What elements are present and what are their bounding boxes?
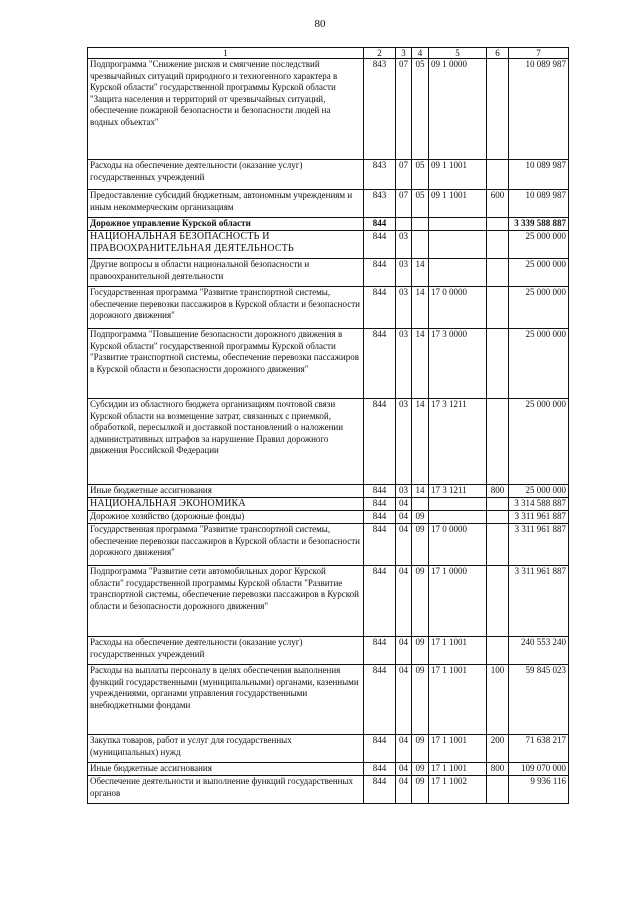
row-name-cell: Расходы на обеспечение деятельности (оказание услуг) государственных учреждений — [88, 637, 364, 665]
table-row — [88, 763, 569, 776]
table-row — [88, 160, 569, 190]
admin-code-cell: 844 — [364, 485, 396, 498]
table-row — [88, 637, 569, 665]
section-code-cell: 07 — [396, 190, 412, 218]
row-name-cell: Субсидии из областного бюджета организациям почтовой связи Курской области на возмещение затрат, связанных с приемкой, обработкой, пересылкой и доставкой постановлений о наложении административных штрафов за нарушение Правил дорожного движения Российской Федерации — [88, 399, 364, 485]
section-code-cell: 03 — [396, 259, 412, 287]
row-name-cell: Государственная программа "Развитие транспортной системы, обеспечение перевозки пассажиров в Курской области и безопасности дорожного движения" — [88, 287, 364, 329]
section-code-cell: 04 — [396, 665, 412, 735]
admin-code-cell: 844 — [364, 498, 396, 511]
admin-code-cell: 844 — [364, 735, 396, 763]
section-code-cell — [396, 218, 412, 231]
admin-code-cell: 844 — [364, 218, 396, 231]
row-name-cell: Подпрограмма "Развитие сети автомобильных дорог Курской области" государственной программы Курской области "Развитие транспортной системы, обеспечение перевозки пассажиров в Курской области и безопасности дорожного движения" — [88, 566, 364, 637]
table-row — [88, 735, 569, 763]
target-article-cell — [429, 511, 487, 524]
expense-type-cell — [487, 218, 509, 231]
expense-type-cell — [487, 511, 509, 524]
subsection-code-cell: 14 — [412, 259, 429, 287]
subsection-code-cell: 09 — [412, 566, 429, 637]
target-article-cell — [429, 498, 487, 511]
row-name-cell: Иные бюджетные ассигнования — [88, 485, 364, 498]
subsection-code-cell — [412, 498, 429, 511]
table-row — [88, 218, 569, 231]
amount-cell: 9 936 116 — [509, 776, 569, 804]
target-article-cell: 17 3 0000 — [429, 329, 487, 399]
row-name-cell: Государственная программа "Развитие транспортной системы, обеспечение перевозки пассажиров в Курской области и безопасности дорожного движения" — [88, 524, 364, 566]
expense-type-cell — [487, 524, 509, 566]
admin-code-cell: 844 — [364, 259, 396, 287]
subsection-code-cell: 14 — [412, 287, 429, 329]
admin-code-cell: 844 — [364, 566, 396, 637]
table-row — [88, 287, 569, 329]
admin-code-cell: 844 — [364, 776, 396, 804]
admin-code-cell: 844 — [364, 524, 396, 566]
column-header: 5 — [429, 48, 487, 59]
subsection-code-cell — [412, 231, 429, 259]
subsection-code-cell: 09 — [412, 637, 429, 665]
expense-type-cell — [487, 231, 509, 259]
expense-type-cell — [487, 59, 509, 160]
amount-cell: 109 070 000 — [509, 763, 569, 776]
target-article-cell: 17 1 0000 — [429, 566, 487, 637]
target-article-cell: 17 3 1211 — [429, 485, 487, 498]
table-header-row — [88, 48, 569, 59]
table-row — [88, 59, 569, 160]
row-name-cell: Предоставление субсидий бюджетным, автономным учреждениям и иным некоммерческим организациям — [88, 190, 364, 218]
target-article-cell: 17 1 1002 — [429, 776, 487, 804]
expense-type-cell — [487, 566, 509, 637]
target-article-cell — [429, 259, 487, 287]
expense-type-cell — [487, 160, 509, 190]
row-name-cell: НАЦИОНАЛЬНАЯ БЕЗОПАСНОСТЬ И ПРАВООХРАНИТЕЛЬНАЯ ДЕЯТЕЛЬНОСТЬ — [88, 231, 364, 259]
expense-type-cell — [487, 498, 509, 511]
expense-type-cell — [487, 776, 509, 804]
target-article-cell: 17 1 1001 — [429, 763, 487, 776]
amount-cell: 59 845 023 — [509, 665, 569, 735]
section-code-cell: 04 — [396, 735, 412, 763]
subsection-code-cell: 05 — [412, 59, 429, 160]
amount-cell: 25 000 000 — [509, 287, 569, 329]
expense-type-cell: 800 — [487, 763, 509, 776]
amount-cell: 240 553 240 — [509, 637, 569, 665]
table-row — [88, 485, 569, 498]
amount-cell: 3 311 961 887 — [509, 566, 569, 637]
target-article-cell — [429, 218, 487, 231]
admin-code-cell: 844 — [364, 665, 396, 735]
amount-cell: 25 000 000 — [509, 259, 569, 287]
subsection-code-cell: 14 — [412, 485, 429, 498]
row-name-cell: Иные бюджетные ассигнования — [88, 763, 364, 776]
amount-cell: 25 000 000 — [509, 485, 569, 498]
expense-type-cell — [487, 399, 509, 485]
target-article-cell: 09 1 0000 — [429, 59, 487, 160]
subsection-code-cell: 09 — [412, 511, 429, 524]
expense-type-cell: 800 — [487, 485, 509, 498]
row-name-cell: Подпрограмма "Повышение безопасности дорожного движения в Курской области" государственной программы Курской области "Развитие транспортной системы, обеспечение перевозки пассажиров в Курской области и безопасности дорожного движения" — [88, 329, 364, 399]
target-article-cell — [429, 231, 487, 259]
target-article-cell: 17 1 1001 — [429, 665, 487, 735]
amount-cell: 10 089 987 — [509, 160, 569, 190]
amount-cell: 25 000 000 — [509, 231, 569, 259]
table-row — [88, 498, 569, 511]
section-code-cell: 04 — [396, 763, 412, 776]
row-name-cell: Дорожное управление Курской области — [88, 218, 364, 231]
table-row — [88, 190, 569, 218]
section-code-cell: 04 — [396, 637, 412, 665]
admin-code-cell: 844 — [364, 287, 396, 329]
target-article-cell: 17 3 1211 — [429, 399, 487, 485]
admin-code-cell: 844 — [364, 763, 396, 776]
section-code-cell: 03 — [396, 231, 412, 259]
column-header: 7 — [509, 48, 569, 59]
section-code-cell: 04 — [396, 776, 412, 804]
amount-cell: 25 000 000 — [509, 329, 569, 399]
target-article-cell: 17 0 0000 — [429, 287, 487, 329]
section-code-cell: 03 — [396, 287, 412, 329]
expense-type-cell: 600 — [487, 190, 509, 218]
target-article-cell: 17 1 1001 — [429, 637, 487, 665]
target-article-cell: 09 1 1001 — [429, 190, 487, 218]
table-row — [88, 511, 569, 524]
section-code-cell: 04 — [396, 498, 412, 511]
amount-cell: 25 000 000 — [509, 399, 569, 485]
target-article-cell: 17 1 1001 — [429, 735, 487, 763]
row-name-cell: Закупка товаров, работ и услуг для государственных (муниципальных) нужд — [88, 735, 364, 763]
admin-code-cell: 844 — [364, 231, 396, 259]
target-article-cell: 09 1 1001 — [429, 160, 487, 190]
row-name-cell: Другие вопросы в области национальной безопасности и правоохранительной деятельности — [88, 259, 364, 287]
column-header: 1 — [88, 48, 364, 59]
table-row — [88, 524, 569, 566]
admin-code-cell: 844 — [364, 637, 396, 665]
column-header: 2 — [364, 48, 396, 59]
expense-type-cell — [487, 259, 509, 287]
table-row — [88, 399, 569, 485]
subsection-code-cell: 05 — [412, 190, 429, 218]
expense-type-cell — [487, 637, 509, 665]
target-article-cell: 17 0 0000 — [429, 524, 487, 566]
section-code-cell: 07 — [396, 59, 412, 160]
table-row — [88, 329, 569, 399]
row-name-cell: Расходы на выплаты персоналу в целях обеспечения выполнения функций государственными (муниципальными) органами, казенными учреждениями, органами управления государственными внебюджетными фондами — [88, 665, 364, 735]
subsection-code-cell: 14 — [412, 329, 429, 399]
section-code-cell: 04 — [396, 511, 412, 524]
subsection-code-cell: 14 — [412, 399, 429, 485]
amount-cell: 3 314 588 887 — [509, 498, 569, 511]
amount-cell: 71 638 217 — [509, 735, 569, 763]
admin-code-cell: 844 — [364, 399, 396, 485]
table-row — [88, 566, 569, 637]
amount-cell: 3 311 961 887 — [509, 511, 569, 524]
expense-type-cell — [487, 287, 509, 329]
column-header: 3 — [396, 48, 412, 59]
section-code-cell: 03 — [396, 399, 412, 485]
budget-table — [87, 47, 569, 804]
admin-code-cell: 844 — [364, 329, 396, 399]
expense-type-cell: 100 — [487, 665, 509, 735]
subsection-code-cell: 05 — [412, 160, 429, 190]
amount-cell: 10 089 987 — [509, 190, 569, 218]
table-row — [88, 259, 569, 287]
row-name-cell: Подпрограмма "Снижение рисков и смягчение последствий чрезвычайных ситуаций природного и техногенного характера в Курской области" государственной программы Курской области "Защита населения и территорий от чрезвычайных ситуаций, обеспечение пожарной безопасности и безопасности людей на водных объектах" — [88, 59, 364, 160]
section-code-cell: 03 — [396, 485, 412, 498]
subsection-code-cell: 09 — [412, 524, 429, 566]
row-name-cell: Расходы на обеспечение деятельности (оказание услуг) государственных учреждений — [88, 160, 364, 190]
row-name-cell: Дорожное хозяйство (дорожные фонды) — [88, 511, 364, 524]
amount-cell: 10 089 987 — [509, 59, 569, 160]
page-number: 80 — [314, 18, 326, 30]
table-row — [88, 776, 569, 804]
section-code-cell: 04 — [396, 524, 412, 566]
column-header: 6 — [487, 48, 509, 59]
row-name-cell: Обеспечение деятельности и выполнение функций государственных органов — [88, 776, 364, 804]
amount-cell: 3 311 961 887 — [509, 524, 569, 566]
admin-code-cell: 843 — [364, 190, 396, 218]
subsection-code-cell — [412, 218, 429, 231]
expense-type-cell: 200 — [487, 735, 509, 763]
admin-code-cell: 843 — [364, 59, 396, 160]
section-code-cell: 07 — [396, 160, 412, 190]
subsection-code-cell: 09 — [412, 735, 429, 763]
section-code-cell: 03 — [396, 329, 412, 399]
expense-type-cell — [487, 329, 509, 399]
table-row — [88, 231, 569, 259]
section-code-cell: 04 — [396, 566, 412, 637]
amount-cell: 3 339 588 887 — [509, 218, 569, 231]
subsection-code-cell: 09 — [412, 776, 429, 804]
admin-code-cell: 843 — [364, 160, 396, 190]
column-header: 4 — [412, 48, 429, 59]
admin-code-cell: 844 — [364, 511, 396, 524]
subsection-code-cell: 09 — [412, 763, 429, 776]
table-row — [88, 665, 569, 735]
subsection-code-cell: 09 — [412, 665, 429, 735]
row-name-cell: НАЦИОНАЛЬНАЯ ЭКОНОМИКА — [88, 498, 364, 511]
